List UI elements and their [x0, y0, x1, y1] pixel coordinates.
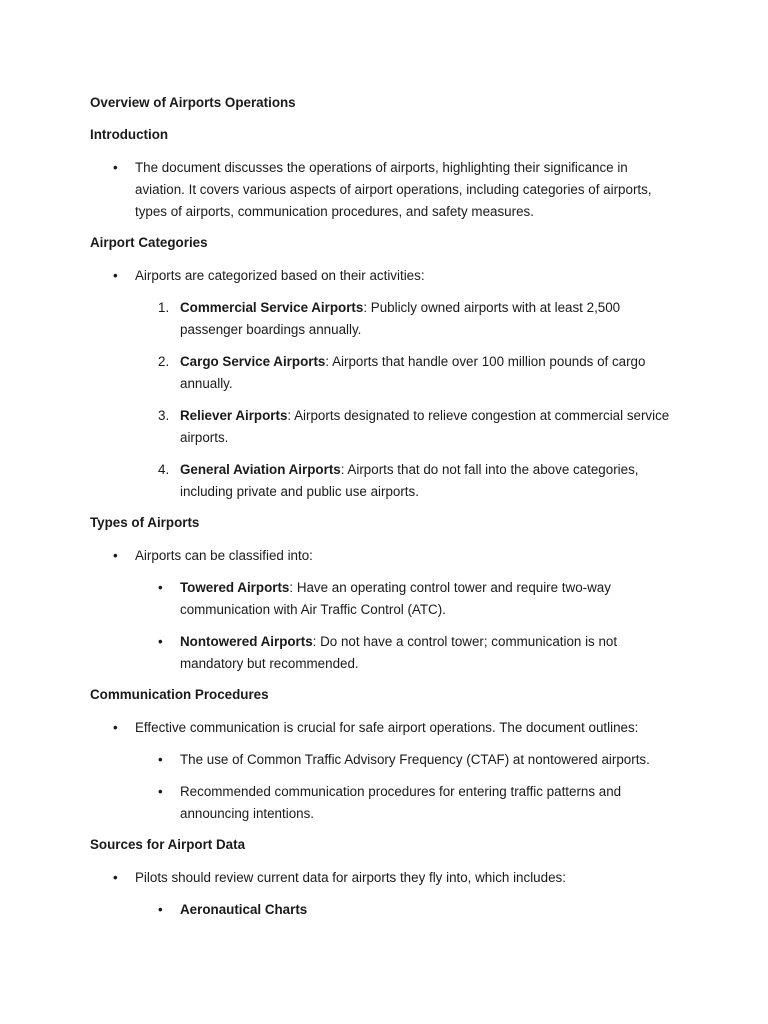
sub-list-item — [90, 631, 680, 675]
numbered-item — [90, 405, 680, 449]
item-number: 4. — [158, 462, 170, 477]
list-item-text: Airports are categorized based on their activities: — [135, 268, 425, 283]
bullet-icon: • — [158, 752, 163, 767]
item-desc: : Airports designated to relieve congestion at commercial service airports. — [180, 408, 670, 445]
section-heading-types: Types of Airports — [90, 515, 200, 530]
bullet-icon: • — [158, 784, 163, 799]
item-number: 3. — [158, 408, 170, 423]
item-desc: : Airports that do not fall into the above categories, including private and public use airports. — [180, 462, 639, 499]
bullet-icon: • — [158, 580, 163, 595]
sub-list-item — [90, 577, 680, 621]
section-heading-communication: Communication Procedures — [90, 687, 269, 702]
numbered-item — [90, 351, 680, 395]
numbered-item — [90, 297, 680, 341]
list-item-text: Airports can be classified into: — [135, 548, 313, 563]
bullet-icon: • — [113, 160, 118, 175]
item-term: General Aviation Airports — [180, 462, 341, 477]
bullet-icon: • — [113, 720, 118, 735]
item-term: Towered Airports — [180, 580, 290, 595]
item-desc: : Do not have a control tower; communication is not mandatory but recommended. — [180, 634, 618, 671]
section-heading-categories: Airport Categories — [90, 235, 208, 250]
item-number: 1. — [158, 300, 170, 315]
list-item-text: The use of Common Traffic Advisory Frequency (CTAF) at nontowered airports. — [180, 752, 650, 767]
list-item — [90, 157, 680, 223]
item-desc: : Have an operating control tower and require two-way communication with Air Traffic Control (ATC). — [180, 580, 611, 617]
bullet-icon: • — [113, 870, 118, 885]
list-item — [90, 717, 680, 739]
communication-list — [90, 717, 680, 825]
item-number: 2. — [158, 354, 170, 369]
item-desc: : Airports that handle over 100 million pounds of cargo annually. — [180, 354, 646, 391]
sub-list-item — [90, 899, 680, 921]
categories-list — [90, 265, 680, 287]
section-heading-introduction: Introduction — [90, 127, 169, 142]
section-heading-sources: Sources for Airport Data — [90, 837, 246, 852]
item-term: Cargo Service Airports — [180, 354, 326, 369]
bullet-icon: • — [113, 268, 118, 283]
list-item-text: Pilots should review current data for airports they fly into, which includes: — [135, 870, 566, 885]
list-item — [90, 545, 680, 567]
sources-list — [90, 867, 680, 921]
list-item-text: Effective communication is crucial for safe airport operations. The document outlines: — [135, 720, 639, 735]
sub-list-item — [90, 749, 680, 771]
document-body — [90, 93, 680, 931]
numbered-item — [90, 459, 680, 503]
list-item — [90, 867, 680, 889]
list-item-text: The document discusses the operations of airports, highlighting their significance in aviation. It covers various aspects of airport operations, including categories of airports, types of airports, communication procedures, and safety measures. — [135, 160, 652, 219]
sub-list-item — [90, 781, 680, 825]
bullet-icon: • — [158, 634, 163, 649]
introduction-list — [90, 157, 680, 223]
types-list — [90, 545, 680, 675]
item-desc: : Publicly owned airports with at least 2,500 passenger boardings annually. — [180, 300, 621, 337]
document-title: Overview of Airports Operations — [90, 95, 296, 110]
item-term: Nontowered Airports — [180, 634, 313, 649]
categories-numbered-list — [90, 297, 680, 503]
item-term: Aeronautical Charts — [180, 902, 308, 917]
list-item-text: Recommended communication procedures for entering traffic patterns and announcing intentions. — [180, 784, 622, 821]
item-term: Commercial Service Airports — [180, 300, 364, 315]
bullet-icon: • — [158, 902, 163, 917]
list-item — [90, 265, 680, 287]
item-term: Reliever Airports — [180, 408, 288, 423]
bullet-icon: • — [113, 548, 118, 563]
